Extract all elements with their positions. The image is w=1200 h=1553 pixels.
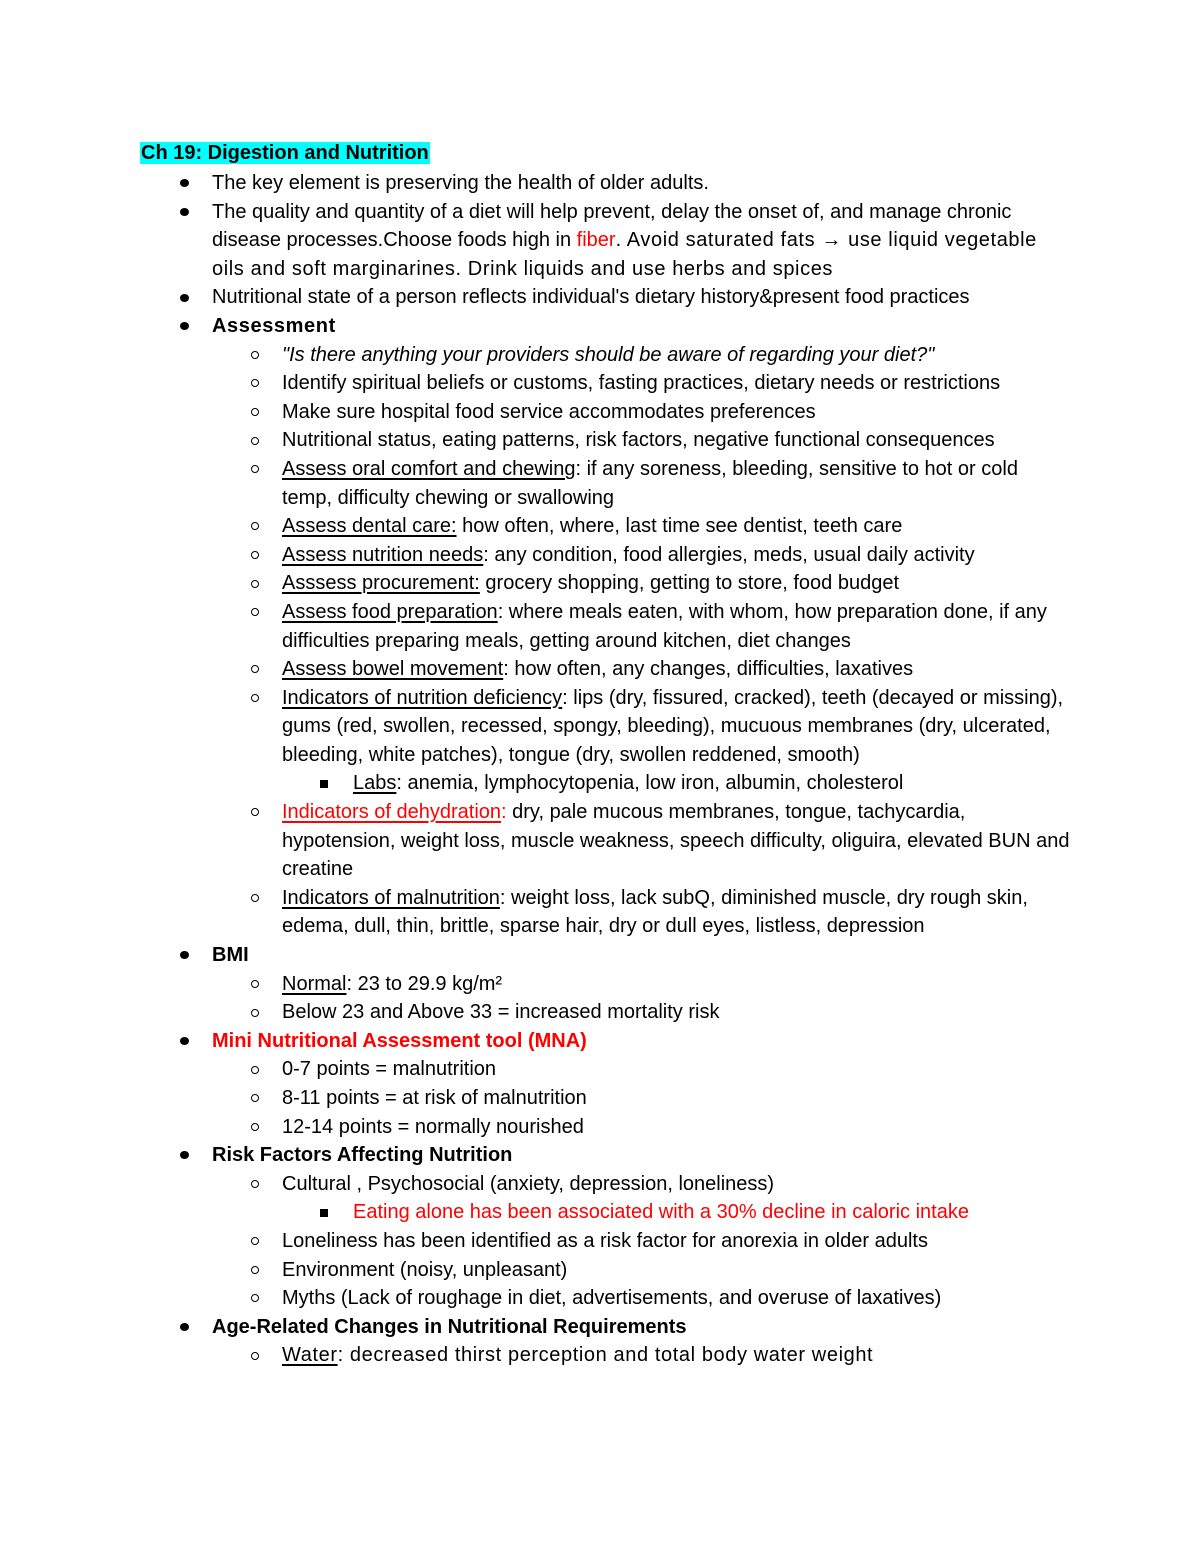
list-item bbox=[0, 1284, 1200, 1313]
list-item bbox=[0, 512, 1200, 541]
list-item bbox=[0, 1170, 1200, 1199]
underlined-term: Assess dental care: bbox=[282, 515, 457, 538]
circle-bullet-icon bbox=[245, 998, 265, 1027]
bullet-text: how often, where, last time see dentist, teeth care bbox=[456, 515, 903, 538]
list-item bbox=[0, 998, 1200, 1027]
circle-bullet-icon bbox=[245, 655, 265, 684]
list-item bbox=[0, 1341, 1200, 1370]
list-item bbox=[0, 569, 1200, 598]
list-item bbox=[0, 1055, 1200, 1084]
bullet-text: 0-7 points = malnutrition bbox=[282, 1058, 497, 1081]
bullet-text: : if any soreness, bleeding, sensitive to hot or cold temp, difficulty chewing or swallowing bbox=[282, 457, 1018, 509]
bullet-icon bbox=[174, 198, 194, 227]
chapter-heading: Ch 19: Digestion and Nutrition bbox=[141, 142, 429, 164]
circle-bullet-icon bbox=[245, 512, 265, 541]
bullet-text: Eating alone has been associated with a 30% decline in caloric intake bbox=[353, 1201, 969, 1224]
list-item bbox=[0, 1227, 1200, 1256]
circle-bullet-icon bbox=[245, 369, 265, 398]
circle-bullet-icon bbox=[245, 569, 265, 598]
underlined-term: Assess oral comfort and chewing bbox=[282, 457, 576, 480]
underlined-term-red: Indicators of dehydration bbox=[282, 801, 502, 824]
bullet-text: Environment (noisy, unpleasant) bbox=[282, 1258, 568, 1281]
bullet-text: dry, pale mucous membranes, tongue, tachycardia, hypotension, weight loss, muscle weakness, speech difficulty, oliguira, elevated BUN and creatine bbox=[282, 801, 1070, 881]
bullet-text: The quality and quantity of a diet will help prevent, delay the onset of, and manage chronic disease processes.Choose foods high in bbox=[212, 200, 1012, 252]
bullet-text: Loneliness has been identified as a risk factor for anorexia in older adults bbox=[282, 1229, 928, 1252]
bullet-icon bbox=[174, 169, 194, 198]
bullet-text: The key element is preserving the health of older adults. bbox=[212, 172, 709, 194]
underlined-term: Indicators of nutrition deficiency bbox=[282, 686, 563, 709]
circle-bullet-icon bbox=[245, 1113, 265, 1142]
bullet-icon bbox=[174, 283, 194, 312]
list-item bbox=[0, 884, 1200, 941]
section-heading-bmi bbox=[0, 941, 1200, 970]
bullet-text: Nutritional state of a person reflects individual's dietary history&present food practices bbox=[212, 286, 970, 309]
list-item bbox=[0, 1113, 1200, 1142]
list-item bbox=[0, 970, 1200, 999]
highlight-fiber: fiber bbox=[576, 229, 616, 252]
circle-bullet-icon bbox=[245, 541, 265, 570]
red-colon: : bbox=[501, 801, 507, 824]
list-item bbox=[0, 426, 1200, 455]
bullet-text: Identify spiritual beliefs or customs, fasting practices, dietary needs or restrictions bbox=[282, 372, 1001, 395]
bullet-text: Cultural , Psychosocial (anxiety, depression, loneliness) bbox=[282, 1172, 775, 1195]
bullet-text: Nutritional status, eating patterns, risk factors, negative functional consequences bbox=[282, 429, 995, 452]
circle-bullet-icon bbox=[245, 1170, 265, 1199]
quote-text: "Is there anything your providers should be aware of regarding your diet?" bbox=[282, 343, 935, 366]
circle-bullet-icon bbox=[245, 1341, 265, 1370]
bullet-text: grocery shopping, getting to store, food budget bbox=[479, 572, 900, 595]
notes-list bbox=[0, 169, 1200, 1370]
page-title bbox=[140, 140, 430, 166]
circle-bullet-icon bbox=[245, 598, 265, 627]
underlined-term: Assess bowel movement bbox=[282, 658, 504, 681]
section-heading-age-related bbox=[0, 1313, 1200, 1342]
bullet-text: : lips (dry, fissured, cracked), teeth (decayed or missing), gums (red, swollen, recessed, spongy, bleeding), mucuous membranes (dry, ulcerated, bleeding, white patches), tongue (dry, swollen reddened, smooth) bbox=[282, 686, 1064, 766]
bullet-icon bbox=[174, 941, 194, 970]
list-item bbox=[0, 369, 1200, 398]
bullet-text: : how often, any changes, difficulties, laxatives bbox=[503, 658, 914, 681]
square-bullet-icon bbox=[314, 769, 334, 798]
list-item bbox=[0, 598, 1200, 655]
bullet-text: : where meals eaten, with whom, how preparation done, if any difficulties preparing meals, getting around kitchen, diet changes bbox=[282, 600, 1047, 652]
circle-bullet-icon bbox=[245, 684, 265, 713]
bullet-icon bbox=[174, 1027, 194, 1056]
bullet-text: . Avoid saturated fats → use liquid vegetable oils and soft marginarines. Drink liquids and use herbs and spices bbox=[212, 229, 1037, 280]
circle-bullet-icon bbox=[245, 398, 265, 427]
circle-bullet-icon bbox=[245, 884, 265, 913]
section-heading-assessment bbox=[0, 312, 1200, 341]
circle-bullet-icon bbox=[245, 970, 265, 999]
heading-text: Mini Nutritional Assessment tool (MNA) bbox=[212, 1029, 587, 1052]
list-item bbox=[0, 769, 1200, 798]
underlined-term: Normal bbox=[282, 972, 347, 995]
bullet-text: 12-14 points = normally nourished bbox=[282, 1115, 584, 1138]
bullet-text: : 23 to 29.9 kg/m² bbox=[346, 972, 503, 995]
list-item bbox=[0, 1256, 1200, 1285]
list-item bbox=[0, 283, 1200, 312]
circle-bullet-icon bbox=[245, 1084, 265, 1113]
bullet-text: Myths (Lack of roughage in diet, advertisements, and overuse of laxatives) bbox=[282, 1287, 942, 1310]
circle-bullet-icon bbox=[245, 426, 265, 455]
section-heading-mna bbox=[0, 1027, 1200, 1056]
list-item bbox=[0, 798, 1200, 884]
bullet-icon bbox=[174, 1141, 194, 1170]
heading-text: Assessment bbox=[212, 314, 336, 337]
circle-bullet-icon bbox=[245, 341, 265, 370]
underlined-term: Assess nutrition needs bbox=[282, 543, 484, 566]
bullet-text: Below 23 and Above 33 = increased mortality risk bbox=[282, 1001, 720, 1024]
heading-text: Age-Related Changes in Nutritional Requirements bbox=[212, 1315, 687, 1338]
bullet-text: : anemia, lymphocytopenia, low iron, albumin, cholesterol bbox=[396, 772, 904, 795]
circle-bullet-icon bbox=[245, 798, 265, 827]
underlined-term: Labs bbox=[353, 772, 397, 795]
section-heading-risk-factors bbox=[0, 1141, 1200, 1170]
list-item bbox=[0, 1084, 1200, 1113]
circle-bullet-icon bbox=[245, 1256, 265, 1285]
circle-bullet-icon bbox=[245, 1055, 265, 1084]
list-item bbox=[0, 1198, 1200, 1227]
circle-bullet-icon bbox=[245, 1227, 265, 1256]
bullet-icon bbox=[174, 312, 194, 341]
underlined-term: Assess food preparation bbox=[282, 600, 498, 623]
list-item bbox=[0, 455, 1200, 512]
heading-text: BMI bbox=[212, 944, 249, 967]
circle-bullet-icon bbox=[245, 1284, 265, 1313]
list-item bbox=[0, 398, 1200, 427]
bullet-icon bbox=[174, 1313, 194, 1342]
list-item bbox=[0, 541, 1200, 570]
bullet-text: Make sure hospital food service accommodates preferences bbox=[282, 400, 816, 423]
underlined-term: Water bbox=[282, 1344, 338, 1367]
list-item bbox=[0, 169, 1200, 198]
bullet-text: : decreased thirst perception and total body water weight bbox=[337, 1344, 874, 1367]
list-item bbox=[0, 198, 1200, 284]
bullet-text: : any condition, food allergies, meds, usual daily activity bbox=[483, 543, 975, 566]
bullet-text: : weight loss, lack subQ, diminished muscle, dry rough skin, edema, dull, thin, brittle, sparse hair, dry or dull eyes, listless, depression bbox=[282, 886, 1028, 938]
bullet-text: 8-11 points = at risk of malnutrition bbox=[282, 1087, 587, 1109]
circle-bullet-icon bbox=[245, 455, 265, 484]
underlined-term: Asssess procurement: bbox=[282, 572, 480, 595]
list-item bbox=[0, 684, 1200, 770]
square-bullet-icon bbox=[314, 1198, 334, 1227]
heading-text: Risk Factors Affecting Nutrition bbox=[212, 1144, 513, 1167]
underlined-term: Indicators of malnutrition bbox=[282, 886, 500, 909]
list-item bbox=[0, 655, 1200, 684]
list-item bbox=[0, 341, 1200, 370]
